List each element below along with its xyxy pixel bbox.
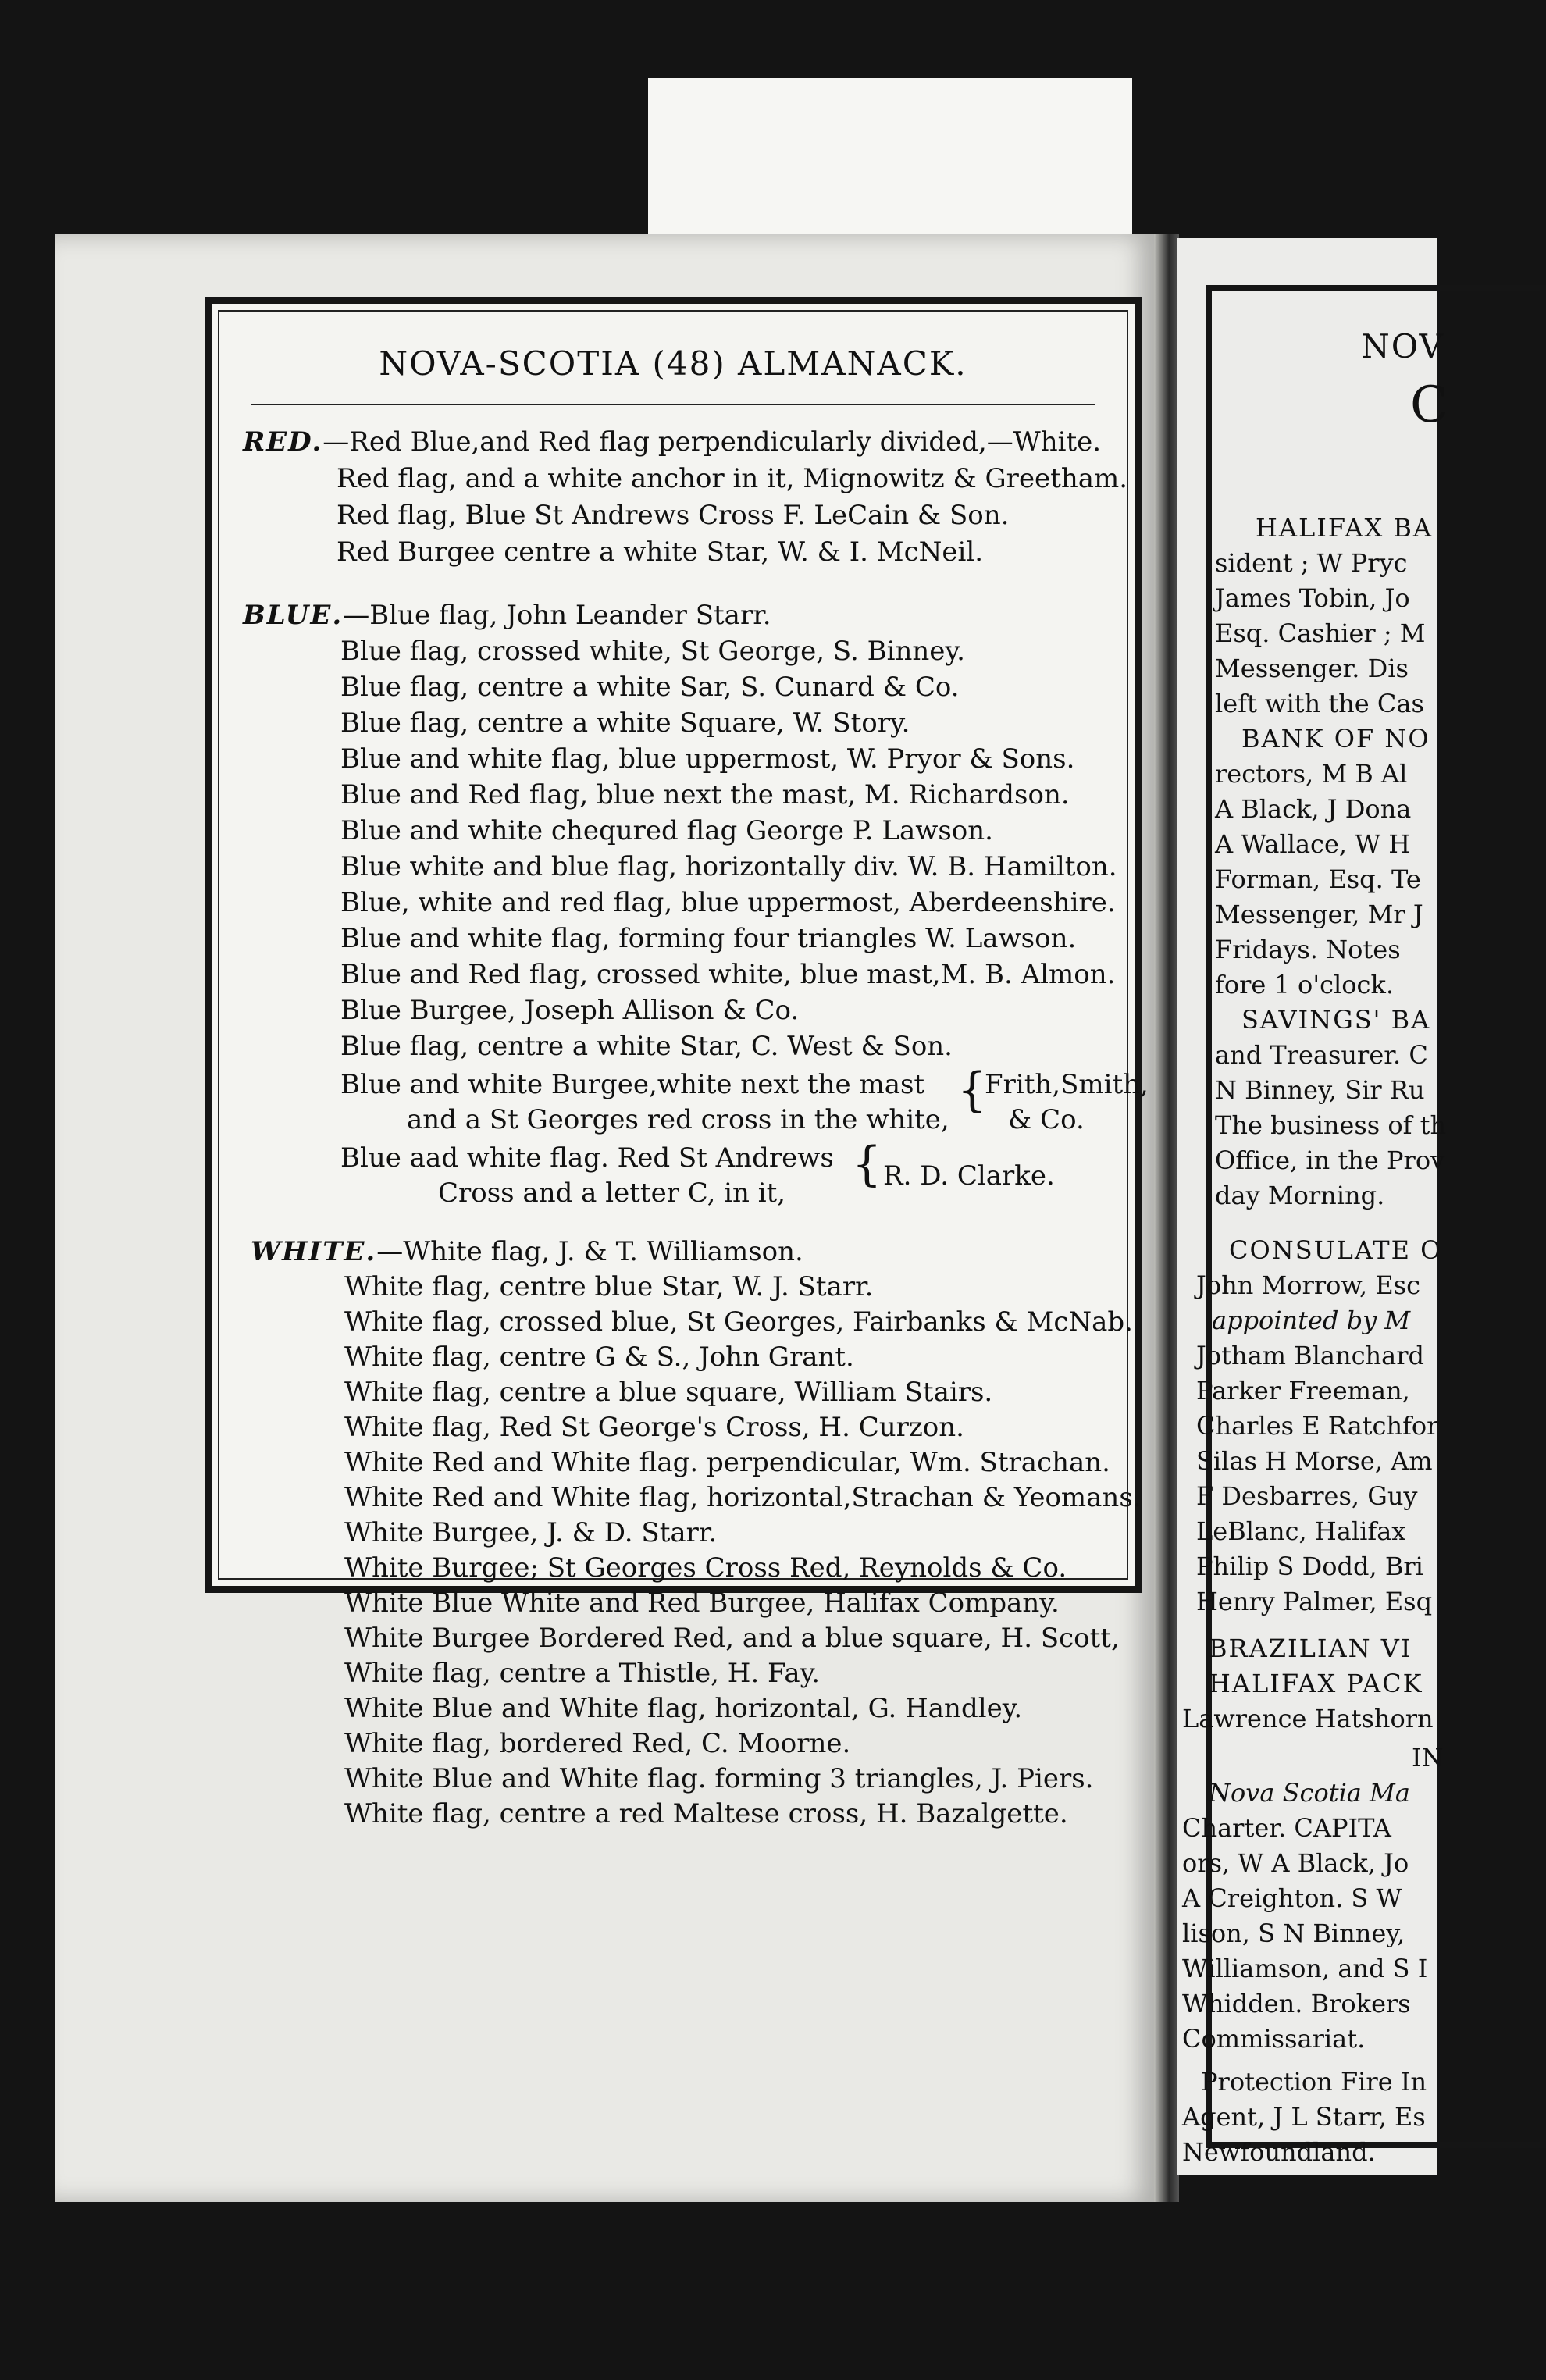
right-line: Messenger. Dis <box>1215 654 1409 683</box>
red-first-line <box>243 426 1102 458</box>
header-rule <box>251 404 1095 405</box>
right-line: John Morrow, Esc <box>1196 1270 1421 1300</box>
right-line: day Morning. <box>1215 1181 1385 1210</box>
category-blue: BLUE. <box>243 600 344 631</box>
white-entry: White flag, centre blue Star, W. J. Starr. <box>344 1271 874 1302</box>
white-entry: White Burgee Bordered Red, and a blue square, H. Scott, <box>344 1623 1120 1654</box>
clarke-name: R. D. Clarke. <box>883 1160 1055 1192</box>
white-entry: White flag, Red St George's Cross, H. Curzon. <box>344 1412 964 1443</box>
frith-name-co: & Co. <box>1008 1104 1085 1135</box>
right-line: Commissariat. <box>1182 2024 1366 2054</box>
white-entry: White flag, centre a Thistle, H. Fay. <box>344 1658 821 1689</box>
right-line: Newfoundland. <box>1182 2137 1376 2167</box>
right-line: A Creighton. S W <box>1182 1883 1402 1913</box>
white-first-line <box>251 1238 803 1265</box>
white-first-entry: —White flag, J. & T. Williamson. <box>376 1236 803 1267</box>
white-entry: White flag, crossed blue, St Georges, Fairbanks & McNab. <box>344 1306 1133 1338</box>
clarke-entry-line1: Blue aad white flag. Red St Andrews <box>340 1142 834 1174</box>
category-red: RED. <box>243 426 323 458</box>
category-white: WHITE. <box>251 1236 377 1267</box>
right-line: Charter. CAPITA <box>1182 1813 1391 1843</box>
right-line: HALIFAX BA <box>1256 513 1434 543</box>
right-line: Charles E Ratchfor <box>1196 1411 1439 1441</box>
right-line: HALIFAX PACK <box>1209 1669 1423 1698</box>
frith-name: Frith,Smith, <box>985 1069 1149 1100</box>
white-entry: White flag, centre a blue square, William Stairs. <box>344 1377 993 1408</box>
right-line: sident ; W Pryc <box>1215 548 1408 578</box>
right-line: Protection Fire In <box>1201 2067 1427 2097</box>
white-entry: White Blue White and Red Burgee, Halifax Company. <box>344 1587 1060 1619</box>
right-line: left with the Cas <box>1215 689 1424 718</box>
white-entry: White flag, centre G & S., John Grant. <box>344 1341 854 1373</box>
white-entry: White Blue and White flag, horizontal, G. Handley. <box>344 1693 1023 1724</box>
right-line: James Tobin, Jo <box>1215 583 1410 613</box>
white-entry: White Burgee, J. & D. Starr. <box>344 1517 718 1548</box>
right-line: Philip S Dodd, Bri <box>1196 1552 1423 1581</box>
right-line: Parker Freeman, <box>1196 1376 1410 1406</box>
right-line: ors, W A Black, Jo <box>1182 1848 1409 1878</box>
right-line: F Desbarres, Guy <box>1196 1481 1418 1511</box>
right-line: CONSULATE O <box>1229 1235 1443 1265</box>
right-line: lison, S N Binney, <box>1182 1919 1405 1948</box>
right-line: A Black, J Dona <box>1215 794 1412 824</box>
white-entry: White Red and White flag, horizontal,Strachan & Yeomans. <box>344 1482 1142 1513</box>
brace: { <box>852 1137 882 1192</box>
frith-entry-line1: Blue and white Burgee,white next the mast <box>340 1069 925 1100</box>
blue-entry: Blue flag, crossed white, St George, S. Binney. <box>340 636 965 667</box>
blue-entry: Blue and white flag, forming four triangles W. Lawson. <box>340 923 1077 954</box>
blue-entry: Blue and Red flag, blue next the mast, M. Richardson. <box>340 779 1070 811</box>
blue-entry: Blue white and blue flag, horizontally div. W. B. Hamilton. <box>340 851 1117 882</box>
clarke-entry-line2: Cross and a letter C, in it, <box>438 1178 786 1209</box>
right-line: Nova Scotia Ma <box>1209 1778 1410 1808</box>
red-entry: Red flag, and a white anchor in it, Mignowitz & Greetham. <box>337 463 1128 494</box>
red-entry: Red flag, Blue St Andrews Cross F. LeCain & Son. <box>337 500 1010 531</box>
right-line: Esq. Cashier ; M <box>1215 618 1426 648</box>
right-line: LeBlanc, Halifax <box>1196 1516 1406 1546</box>
right-line: Henry Palmer, Esq <box>1196 1587 1433 1616</box>
white-entry: White flag, centre a red Maltese cross, H. Bazalgette. <box>344 1798 1068 1830</box>
right-page <box>1177 238 1448 2175</box>
right-line: Agent, J L Starr, Es <box>1182 2102 1426 2132</box>
blue-entry: Blue flag, centre a white Star, C. West & Son. <box>340 1031 953 1062</box>
right-line: appointed by M <box>1212 1306 1411 1335</box>
right-line: N Binney, Sir Ru <box>1215 1075 1425 1105</box>
blue-entry: Blue and white flag, blue uppermost, W. Pryor & Sons. <box>340 743 1075 775</box>
right-line: Silas H Morse, Am <box>1196 1446 1433 1476</box>
right-line: Lawrence Hatshorn <box>1182 1704 1434 1733</box>
right-line: Jotham Blanchard <box>1196 1341 1424 1370</box>
blue-first-entry: —Blue flag, John Leander Starr. <box>343 600 771 631</box>
blue-first-line <box>243 602 771 629</box>
blue-entry: Blue and Red flag, crossed white, blue mast,M. B. Almon. <box>340 959 1116 990</box>
white-entry: White Burgee; St Georges Cross Red, Reynolds & Co. <box>344 1552 1067 1584</box>
right-page-title: NOV <box>1361 327 1444 365</box>
right-line: The business of th <box>1215 1110 1447 1140</box>
right-page-section: C <box>1410 376 1448 434</box>
blue-entry: Blue and white chequred flag George P. Lawson. <box>340 815 993 846</box>
white-entry: White Blue and White flag. forming 3 triangles, J. Piers. <box>344 1763 1094 1794</box>
white-entry: White Red and White flag. perpendicular, Wm. Strachan. <box>344 1447 1110 1478</box>
red-entry: Red Burgee centre a white Star, W. & I. McNeil. <box>337 536 984 568</box>
right-line: fore 1 o'clock. <box>1215 970 1395 999</box>
right-line: Office, in the Prov <box>1215 1145 1445 1175</box>
red-first-entry: —Red Blue,and Red flag perpendicularly divided,—White. <box>322 426 1102 458</box>
right-line: Messenger, Mr J <box>1215 900 1423 929</box>
almanack-frame <box>205 297 1149 1830</box>
book-gutter <box>1154 234 1179 2202</box>
white-entry: White flag, bordered Red, C. Moorne. <box>344 1728 851 1759</box>
right-line: Williamson, and S I <box>1182 1954 1428 1983</box>
right-line: Whidden. Brokers <box>1182 1989 1411 2018</box>
right-line: Forman, Esq. Te <box>1215 864 1421 894</box>
right-line: IN <box>1412 1743 1444 1773</box>
blue-entry: Blue flag, centre a white Sar, S. Cunard & Co. <box>340 672 960 703</box>
right-line: SAVINGS' BA <box>1241 1005 1431 1035</box>
right-line: BRAZILIAN VI <box>1209 1634 1412 1663</box>
frith-entry-line2: and a St Georges red cross in the white, <box>407 1104 949 1135</box>
page-header: NOVA-SCOTIA (48) ALMANACK. <box>379 344 967 383</box>
brace: { <box>957 1063 988 1117</box>
right-line: and Treasurer. C <box>1215 1040 1428 1070</box>
blue-entry: Blue Burgee, Joseph Allison & Co. <box>340 995 800 1026</box>
right-line: Fridays. Notes <box>1215 935 1401 964</box>
paper-slip <box>648 78 1132 258</box>
right-line: BANK OF NO <box>1241 724 1430 754</box>
right-line: rectors, M B Al <box>1215 759 1408 789</box>
blue-entry: Blue, white and red flag, blue uppermost, Aberdeenshire. <box>340 887 1116 918</box>
blue-entry: Blue flag, centre a white Square, W. Story. <box>340 707 910 739</box>
right-line: A Wallace, W H <box>1215 829 1411 859</box>
